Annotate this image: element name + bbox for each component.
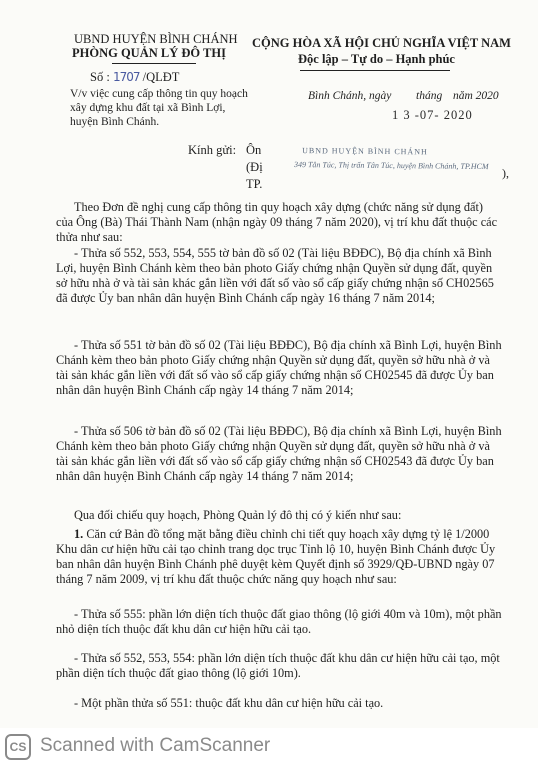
- place-date-label: Bình Chánh, ngày: [308, 90, 392, 102]
- subject-line: V/v việc cung cấp thông tin quy hoạch xây dựng khu đất tại xã Bình Lợi, huyện Bình Chánh.: [70, 88, 248, 128]
- document-number: [90, 70, 179, 85]
- agency-top: UBND HUYỆN BÌNH CHÁNH: [74, 32, 238, 46]
- sub-item-2: - Thửa số 552, 553, 554: phần lớn diện tích thuộc đất khu dân cư hiện hữu cải tạo, một phần diện tích thuộc đất giao thông (lộ giới 10m).: [56, 651, 500, 680]
- month-word: tháng: [416, 90, 443, 102]
- parcel-item-3: - Thửa số 506 tờ bản đồ số 02 (Tài liệu BĐĐC), Bộ địa chính xã Bình Lợi, huyện Bình Chánh kèm theo bản photo Giấy chứng nhận Quyền sử dụng đất, quyền sở hữu nhà ở và tài sản khác gắn liền với đất số vào sổ cấp giấy chứng nhận số CH02543 đã được Ủy ban nhân dân huyện Bình Chánh cấp ngày 14 tháng 7 năm 2014;: [56, 424, 502, 483]
- point-1-text: Căn cứ Bản đồ tổng mặt bằng điều chỉnh chi tiết quy hoạch xây dựng tỷ lệ 1/2000 Khu dân cư hiện hữu cải tạo chỉnh trang dọc trục Tỉnh lộ 10, huyện Bình Chánh được Ủy ban nhân dân huyện Bình Chánh phê duyệt kèm Quyết định số 3929/QĐ-UBND ngày 07 tháng 7 năm 2009, vị trí khu đất thuộc chức năng quy hoạch như sau:: [56, 527, 496, 586]
- date-stamp: 1 3 -07- 2020: [392, 108, 473, 122]
- recipient-line-3: TP.: [246, 177, 263, 191]
- opinion-paragraph: Qua đối chiếu quy hoạch, Phòng Quản lý đô thị có ý kiến như sau:: [74, 508, 402, 522]
- motto-underline: [300, 70, 450, 71]
- scanner-label: Scanned with CamScanner: [40, 735, 271, 756]
- received-stamp: [262, 139, 512, 188]
- parcel-item-2: - Thửa số 551 tờ bản đồ số 02 (Tài liệu BĐĐC), Bộ địa chính xã Bình Lợi, huyện Bình Chánh kèm theo bản photo Giấy chứng nhận Quyền sử dụng đất, quyền sở hữu nhà ở và tài sản khác gắn liền với đất số vào sổ cấp giấy chứng nhận số CH02545 đã được Ủy ban nhân dân huyện Bình Chánh cấp ngày 14 tháng 7 năm 2014;: [56, 338, 502, 397]
- scanner-footer: [0, 728, 538, 768]
- sub-item-3: - Một phần thửa số 551: thuộc đất khu dân cư hiện hữu cải tạo.: [74, 696, 384, 710]
- intro-paragraph: Theo Đơn đề nghị cung cấp thông tin quy hoạch xây dựng (chức năng sử dụng đất) của Ông (Bà) Thái Thành Nam (nhận ngày 09 tháng 7 năm 2020), vị trí khu đất thuộc các thửa như sau:: [56, 200, 498, 244]
- sub-item-1: - Thửa số 555: phần lớn diện tích thuộc đất giao thông (lộ giới 40m và 10m), một phần nhỏ diện tích thuộc đất khu dân cư hiện hữu cải tạo.: [56, 607, 502, 636]
- number-handwritten: 1707: [112, 70, 140, 84]
- year-word: năm 2020: [453, 90, 499, 102]
- recipient-tail: ),: [502, 166, 509, 180]
- recipient-line-1: Ôn: [246, 143, 262, 157]
- recipient-label: Kính gửi:: [188, 143, 237, 157]
- nation-motto: Độc lập – Tự do – Hạnh phúc: [298, 52, 455, 66]
- place-date: [308, 90, 391, 102]
- stamp-line-2: 349 Tân Túc, Thị trấn Tân Túc, huyện Bình Chánh, TP.HCM: [293, 160, 489, 172]
- point-1-paragraph: [56, 527, 502, 587]
- agency-underline: [112, 63, 196, 64]
- number-suffix: /QLĐT: [142, 70, 180, 84]
- point-1-number: 1.: [74, 527, 84, 541]
- parcel-item-1: - Thửa số 552, 553, 554, 555 tờ bản đồ số 02 (Tài liệu BĐĐC), Bộ địa chính xã Bình Lợi, huyện Bình Chánh kèm theo bản photo Giấy chứng nhận Quyền sử dụng đất, quyền sở hữu nhà ở và tài sản khác gắn liền với đất số vào sổ cấp giấy chứng nhận số CH02565 đã được Ủy ban nhân dân huyện Bình Chánh cấp ngày 16 tháng 7 năm 2014;: [56, 246, 494, 305]
- agency-name: PHÒNG QUẢN LÝ ĐÔ THỊ: [72, 46, 226, 60]
- stamp-line-1: UBND HUYỆN BÌNH CHÁNH: [302, 146, 428, 157]
- number-prefix: Số :: [90, 70, 110, 84]
- camscanner-logo-icon: CS: [5, 734, 31, 760]
- nation-title: CỘNG HÒA XÃ HỘI CHỦ NGHĨA VIỆT NAM: [252, 36, 511, 50]
- recipient-line-2: (Đị: [246, 160, 263, 174]
